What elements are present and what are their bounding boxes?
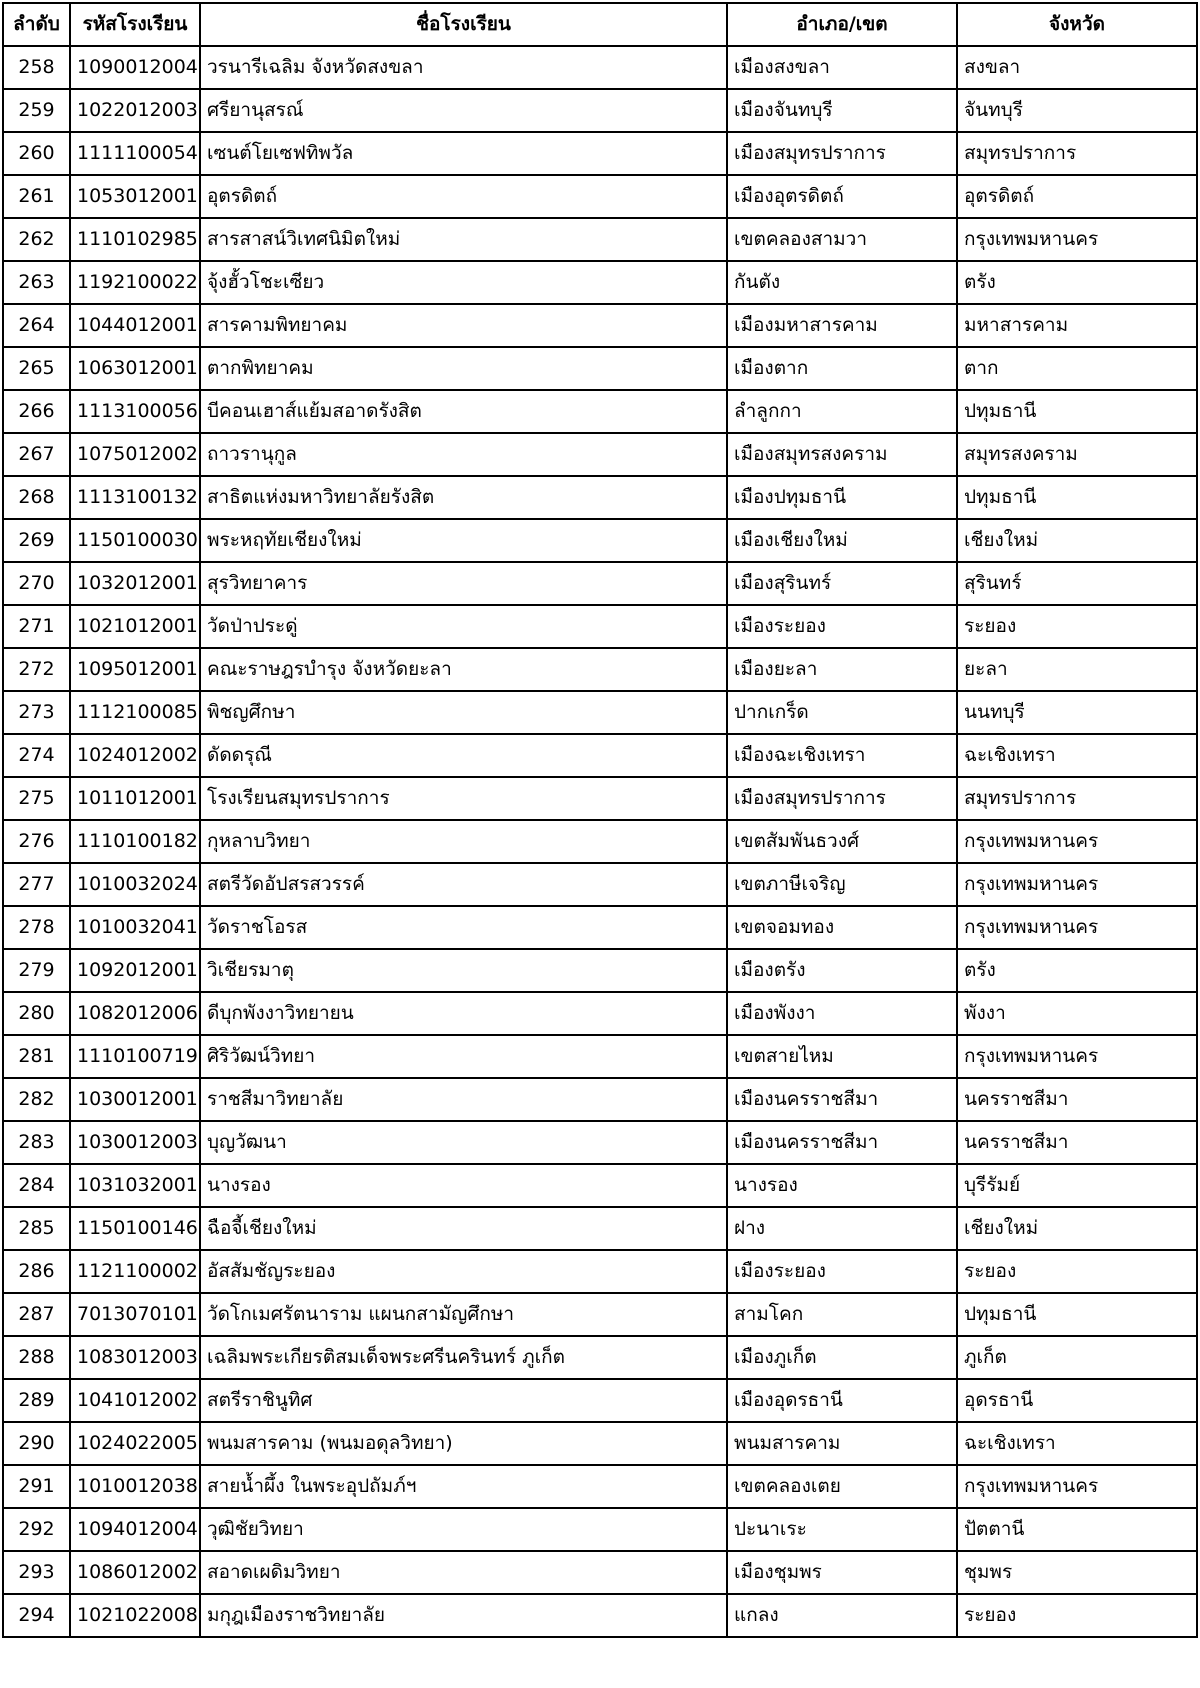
cell-school-name: วรนารีเฉลิม จังหวัดสงขลา	[200, 46, 727, 89]
table-row	[3, 777, 1197, 820]
table-row	[3, 347, 1197, 390]
cell-school-name: สตรีราชินูทิศ	[200, 1379, 727, 1422]
cell-school-code: 1192100022	[70, 261, 200, 304]
cell-school-name: ถาวรานุกูล	[200, 433, 727, 476]
cell-no: 284	[3, 1164, 70, 1207]
cell-school-code: 1032012001	[70, 562, 200, 605]
cell-no: 280	[3, 992, 70, 1035]
cell-school-code: 1082012006	[70, 992, 200, 1035]
cell-school-name: วัดโกเมศรัตนาราม แผนกสามัญศึกษา	[200, 1293, 727, 1336]
cell-district: เมืองนครราชสีมา	[727, 1121, 957, 1164]
cell-no: 289	[3, 1379, 70, 1422]
cell-province: นนทบุรี	[957, 691, 1197, 734]
header-province: จังหวัด	[957, 3, 1197, 46]
header-school-code: รหัสโรงเรียน	[70, 3, 200, 46]
cell-no: 286	[3, 1250, 70, 1293]
cell-school-name: กุหลาบวิทยา	[200, 820, 727, 863]
cell-district: ปะนาเระ	[727, 1508, 957, 1551]
cell-no: 268	[3, 476, 70, 519]
table-row	[3, 1422, 1197, 1465]
cell-school-name: สุรวิทยาคาร	[200, 562, 727, 605]
school-table	[2, 2, 1198, 1638]
table-row	[3, 1465, 1197, 1508]
header-school-name: ชื่อโรงเรียน	[200, 3, 727, 46]
cell-district: เขตภาษีเจริญ	[727, 863, 957, 906]
cell-district: เมืองอุตรดิตถ์	[727, 175, 957, 218]
cell-no: 266	[3, 390, 70, 433]
table-row	[3, 734, 1197, 777]
cell-school-code: 1113100056	[70, 390, 200, 433]
cell-school-code: 1112100085	[70, 691, 200, 734]
cell-no: 267	[3, 433, 70, 476]
cell-school-code: 1113100132	[70, 476, 200, 519]
table-row	[3, 1336, 1197, 1379]
cell-province: ปัตตานี	[957, 1508, 1197, 1551]
cell-no: 262	[3, 218, 70, 261]
cell-school-code: 1010032041	[70, 906, 200, 949]
cell-school-code: 1063012001	[70, 347, 200, 390]
cell-school-code: 1110100719	[70, 1035, 200, 1078]
cell-province: ฉะเชิงเทรา	[957, 1422, 1197, 1465]
cell-school-code: 1121100002	[70, 1250, 200, 1293]
cell-district: เมืองระยอง	[727, 1250, 957, 1293]
cell-school-code: 1083012003	[70, 1336, 200, 1379]
table-row	[3, 46, 1197, 89]
table-row	[3, 949, 1197, 992]
cell-school-name: อัสสัมชัญระยอง	[200, 1250, 727, 1293]
cell-province: ระยอง	[957, 1250, 1197, 1293]
cell-district: ปากเกร็ด	[727, 691, 957, 734]
cell-province: สุรินทร์	[957, 562, 1197, 605]
header-row	[3, 3, 1197, 46]
table-row	[3, 1078, 1197, 1121]
cell-district: ฝาง	[727, 1207, 957, 1250]
cell-district: เมืองสมุทรปราการ	[727, 132, 957, 175]
cell-no: 293	[3, 1551, 70, 1594]
cell-school-code: 1053012001	[70, 175, 200, 218]
cell-province: บุรีรัมย์	[957, 1164, 1197, 1207]
cell-school-name: พิชญศึกษา	[200, 691, 727, 734]
cell-district: เมืองสงขลา	[727, 46, 957, 89]
cell-province: กรุงเทพมหานคร	[957, 906, 1197, 949]
cell-no: 287	[3, 1293, 70, 1336]
cell-no: 285	[3, 1207, 70, 1250]
cell-no: 292	[3, 1508, 70, 1551]
cell-no: 260	[3, 132, 70, 175]
cell-school-code: 1022012003	[70, 89, 200, 132]
cell-school-code: 1030012003	[70, 1121, 200, 1164]
table-row	[3, 863, 1197, 906]
cell-province: ชุมพร	[957, 1551, 1197, 1594]
cell-school-name: วัดป่าประดู่	[200, 605, 727, 648]
table-row	[3, 1035, 1197, 1078]
cell-province: ตรัง	[957, 261, 1197, 304]
cell-province: ตาก	[957, 347, 1197, 390]
cell-province: สงขลา	[957, 46, 1197, 89]
cell-school-code: 1150100030	[70, 519, 200, 562]
cell-school-name: คณะราษฎรบำรุง จังหวัดยะลา	[200, 648, 727, 691]
cell-district: ลำลูกกา	[727, 390, 957, 433]
cell-province: ตรัง	[957, 949, 1197, 992]
cell-no: 271	[3, 605, 70, 648]
cell-school-name: วุฒิชัยวิทยา	[200, 1508, 727, 1551]
cell-school-code: 1024012002	[70, 734, 200, 777]
cell-district: เมืองสุรินทร์	[727, 562, 957, 605]
table-row	[3, 1508, 1197, 1551]
cell-no: 265	[3, 347, 70, 390]
cell-district: เมืองฉะเชิงเทรา	[727, 734, 957, 777]
cell-district: เมืองยะลา	[727, 648, 957, 691]
cell-no: 281	[3, 1035, 70, 1078]
cell-school-code: 1010032024	[70, 863, 200, 906]
cell-school-name: สารสาสน์วิเทศนิมิตใหม่	[200, 218, 727, 261]
cell-no: 270	[3, 562, 70, 605]
cell-district: เมืองเชียงใหม่	[727, 519, 957, 562]
cell-province: ปทุมธานี	[957, 390, 1197, 433]
cell-no: 272	[3, 648, 70, 691]
cell-school-code: 1030012001	[70, 1078, 200, 1121]
cell-school-name: อุตรดิตถ์	[200, 175, 727, 218]
cell-school-name: นางรอง	[200, 1164, 727, 1207]
cell-school-name: ดัดดรุณี	[200, 734, 727, 777]
cell-district: เมืองพังงา	[727, 992, 957, 1035]
cell-school-code: 1021022008	[70, 1594, 200, 1637]
table-row	[3, 519, 1197, 562]
cell-school-name: ศรียานุสรณ์	[200, 89, 727, 132]
cell-school-code: 1075012002	[70, 433, 200, 476]
cell-province: จันทบุรี	[957, 89, 1197, 132]
cell-no: 276	[3, 820, 70, 863]
cell-district: กันตัง	[727, 261, 957, 304]
cell-school-name: วัดราชโอรส	[200, 906, 727, 949]
cell-province: สมุทรสงคราม	[957, 433, 1197, 476]
cell-province: กรุงเทพมหานคร	[957, 863, 1197, 906]
cell-school-name: สายน้ำผึ้ง ในพระอุปถัมภ์ฯ	[200, 1465, 727, 1508]
cell-no: 269	[3, 519, 70, 562]
cell-province: สมุทรปราการ	[957, 132, 1197, 175]
cell-school-name: พระหฤทัยเชียงใหม่	[200, 519, 727, 562]
cell-school-name: สตรีวัดอัปสรสวรรค์	[200, 863, 727, 906]
table-row	[3, 476, 1197, 519]
cell-province: ปทุมธานี	[957, 1293, 1197, 1336]
table-row	[3, 218, 1197, 261]
cell-no: 263	[3, 261, 70, 304]
cell-no: 259	[3, 89, 70, 132]
cell-school-name: เซนต์โยเซฟทิพวัล	[200, 132, 727, 175]
table-row	[3, 1164, 1197, 1207]
cell-school-name: มกุฎเมืองราชวิทยาลัย	[200, 1594, 727, 1637]
cell-province: เชียงใหม่	[957, 519, 1197, 562]
cell-province: กรุงเทพมหานคร	[957, 218, 1197, 261]
cell-school-code: 1031032001	[70, 1164, 200, 1207]
cell-province: ระยอง	[957, 1594, 1197, 1637]
table-row	[3, 1551, 1197, 1594]
cell-school-name: จุ้งฮั้วโชะเซียว	[200, 261, 727, 304]
cell-school-code: 1024022005	[70, 1422, 200, 1465]
cell-district: เมืองมหาสารคาม	[727, 304, 957, 347]
table-row	[3, 1121, 1197, 1164]
cell-school-code: 1110100182	[70, 820, 200, 863]
cell-province: ภูเก็ต	[957, 1336, 1197, 1379]
cell-school-name: ฉือจี้เชียงใหม่	[200, 1207, 727, 1250]
cell-province: ฉะเชิงเทรา	[957, 734, 1197, 777]
table-row	[3, 89, 1197, 132]
table-row	[3, 820, 1197, 863]
table-row	[3, 390, 1197, 433]
cell-school-code: 1086012002	[70, 1551, 200, 1594]
cell-school-code: 1110102985	[70, 218, 200, 261]
cell-province: มหาสารคาม	[957, 304, 1197, 347]
cell-school-name: ดีบุกพังงาวิทยายน	[200, 992, 727, 1035]
cell-school-name: ศิริวัฒน์วิทยา	[200, 1035, 727, 1078]
table-row	[3, 304, 1197, 347]
cell-no: 277	[3, 863, 70, 906]
cell-district: เมืองตรัง	[727, 949, 957, 992]
cell-school-code: 1150100146	[70, 1207, 200, 1250]
cell-province: กรุงเทพมหานคร	[957, 1465, 1197, 1508]
cell-no: 261	[3, 175, 70, 218]
cell-district: เมืองสมุทรสงคราม	[727, 433, 957, 476]
table-row	[3, 1207, 1197, 1250]
cell-school-name: สารคามพิทยาคม	[200, 304, 727, 347]
cell-district: เขตคลองเตย	[727, 1465, 957, 1508]
cell-school-name: บีคอนเฮาส์แย้มสอาดรังสิต	[200, 390, 727, 433]
cell-school-name: พนมสารคาม (พนมอดุลวิทยา)	[200, 1422, 727, 1465]
cell-district: เมืองสมุทรปราการ	[727, 777, 957, 820]
cell-school-code: 1095012001	[70, 648, 200, 691]
cell-district: เมืองอุดรธานี	[727, 1379, 957, 1422]
cell-school-name: สาธิตแห่งมหาวิทยาลัยรังสิต	[200, 476, 727, 519]
cell-no: 274	[3, 734, 70, 777]
cell-province: เชียงใหม่	[957, 1207, 1197, 1250]
cell-district: เมืองภูเก็ต	[727, 1336, 957, 1379]
cell-school-name: สอาดเผดิมวิทยา	[200, 1551, 727, 1594]
cell-no: 294	[3, 1594, 70, 1637]
cell-school-name: โรงเรียนสมุทรปราการ	[200, 777, 727, 820]
cell-school-name: วิเชียรมาตุ	[200, 949, 727, 992]
cell-school-code: 1090012004	[70, 46, 200, 89]
cell-school-code: 1111100054	[70, 132, 200, 175]
table-row	[3, 1379, 1197, 1422]
cell-no: 273	[3, 691, 70, 734]
cell-no: 290	[3, 1422, 70, 1465]
cell-school-code: 1044012001	[70, 304, 200, 347]
table-row	[3, 261, 1197, 304]
table-row	[3, 1293, 1197, 1336]
cell-no: 275	[3, 777, 70, 820]
cell-district: เมืองตาก	[727, 347, 957, 390]
table-row	[3, 992, 1197, 1035]
cell-district: เมืองจันทบุรี	[727, 89, 957, 132]
table-row	[3, 132, 1197, 175]
table-row	[3, 175, 1197, 218]
cell-province: ระยอง	[957, 605, 1197, 648]
cell-no: 282	[3, 1078, 70, 1121]
cell-district: นางรอง	[727, 1164, 957, 1207]
cell-no: 278	[3, 906, 70, 949]
cell-school-name: ราชสีมาวิทยาลัย	[200, 1078, 727, 1121]
table-row	[3, 562, 1197, 605]
cell-school-code: 1021012001	[70, 605, 200, 648]
cell-province: กรุงเทพมหานคร	[957, 820, 1197, 863]
cell-province: นครราชสีมา	[957, 1078, 1197, 1121]
cell-school-code: 7013070101	[70, 1293, 200, 1336]
table-row	[3, 906, 1197, 949]
cell-province: พังงา	[957, 992, 1197, 1035]
cell-province: กรุงเทพมหานคร	[957, 1035, 1197, 1078]
cell-school-code: 1011012001	[70, 777, 200, 820]
table-row	[3, 433, 1197, 476]
cell-no: 288	[3, 1336, 70, 1379]
cell-district: เขตคลองสามวา	[727, 218, 957, 261]
cell-no: 264	[3, 304, 70, 347]
cell-district: เขตสัมพันธวงศ์	[727, 820, 957, 863]
cell-school-name: ตากพิทยาคม	[200, 347, 727, 390]
cell-no: 283	[3, 1121, 70, 1164]
cell-district: พนมสารคาม	[727, 1422, 957, 1465]
cell-district: เมืองชุมพร	[727, 1551, 957, 1594]
table-header	[3, 3, 1197, 46]
cell-district: เมืองระยอง	[727, 605, 957, 648]
cell-district: เขตสายไหม	[727, 1035, 957, 1078]
table-row	[3, 1594, 1197, 1637]
cell-no: 258	[3, 46, 70, 89]
cell-province: ยะลา	[957, 648, 1197, 691]
table-row	[3, 605, 1197, 648]
header-district: อำเภอ/เขต	[727, 3, 957, 46]
cell-school-name: เฉลิมพระเกียรติสมเด็จพระศรีนครินทร์ ภูเก็ต	[200, 1336, 727, 1379]
cell-district: สามโคก	[727, 1293, 957, 1336]
header-no: ลำดับ	[3, 3, 70, 46]
table-row	[3, 1250, 1197, 1293]
cell-province: ปทุมธานี	[957, 476, 1197, 519]
cell-province: สมุทรปราการ	[957, 777, 1197, 820]
cell-province: อุดรธานี	[957, 1379, 1197, 1422]
cell-district: เขตจอมทอง	[727, 906, 957, 949]
table-body	[3, 46, 1197, 1637]
cell-school-code: 1094012004	[70, 1508, 200, 1551]
cell-school-code: 1092012001	[70, 949, 200, 992]
cell-district: เมืองนครราชสีมา	[727, 1078, 957, 1121]
cell-province: นครราชสีมา	[957, 1121, 1197, 1164]
table-row	[3, 648, 1197, 691]
cell-district: แกลง	[727, 1594, 957, 1637]
cell-school-code: 1041012002	[70, 1379, 200, 1422]
cell-no: 279	[3, 949, 70, 992]
school-list-sheet	[2, 2, 1196, 1638]
cell-province: อุตรดิตถ์	[957, 175, 1197, 218]
cell-no: 291	[3, 1465, 70, 1508]
cell-school-code: 1010012038	[70, 1465, 200, 1508]
cell-district: เมืองปทุมธานี	[727, 476, 957, 519]
cell-school-name: บุญวัฒนา	[200, 1121, 727, 1164]
table-row	[3, 691, 1197, 734]
